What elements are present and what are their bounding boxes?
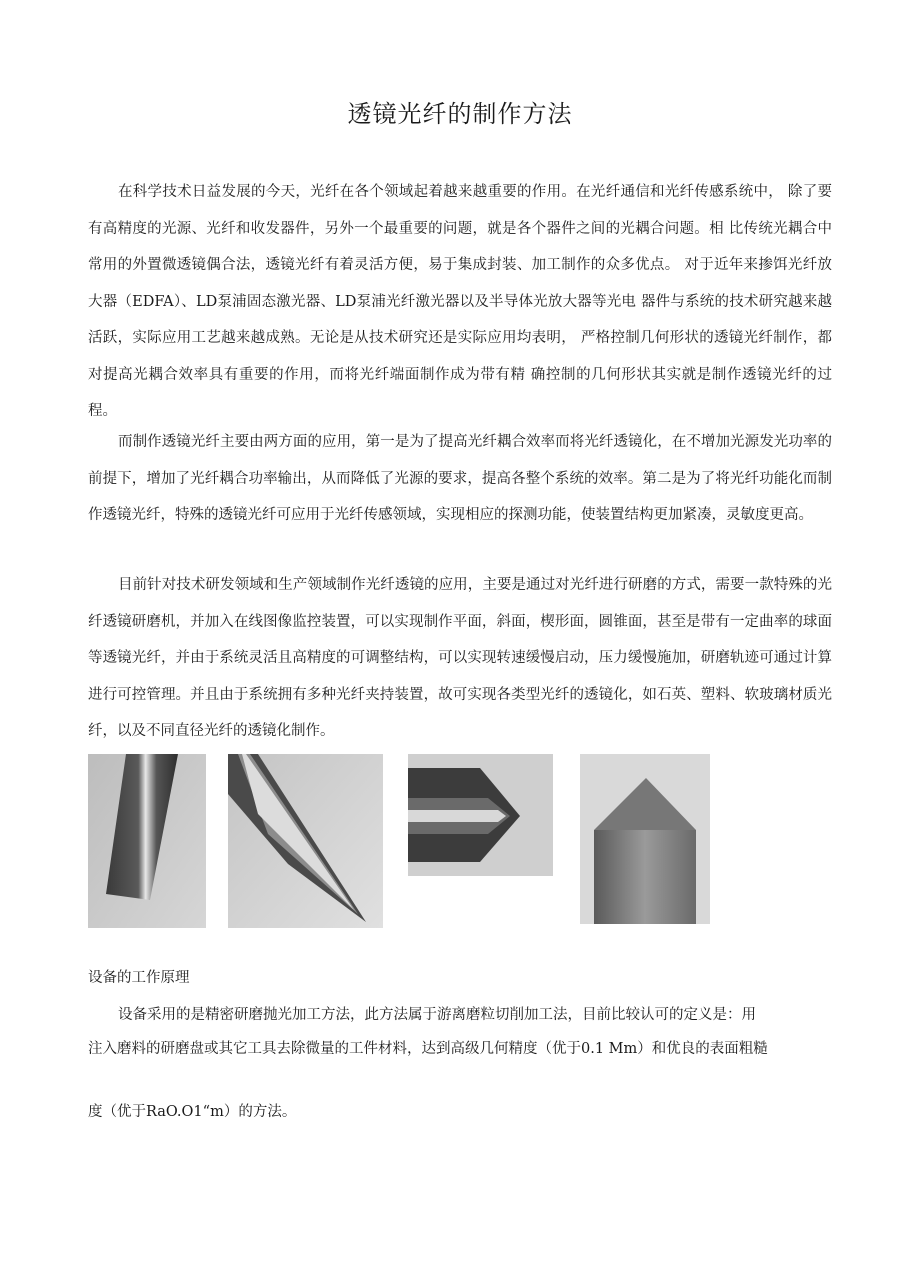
principle-line-2: 注入磨料的研磨盘或其它工具去除微量的工件材料，达到高级几何精度（优于0.1 Mm）和优良的表面粗糙 xyxy=(88,1041,768,1057)
paragraph-intro: 在科学技术日益发展的今天，光纤在各个领域起着越来越重要的作用。在光纤通信和光纤传感系统中， 除了要有高精度的光源、光纤和收发器件，另外一个最重要的问题，就是各个器件之间的光耦合问题。相 比传统光耦合中常用的外置微透镜偶合法，透镜光纤有着灵活方便，易于集成封装、加工制作的众多优点。 对于近年来掺饵光纤放大器（EDFA）、LD泵浦固态激光器、LD泵浦光纤激光器以及半导体光放大器等光电 器件与系统的技术研究越来越活跃，实际应用工艺越来越成熟。无论是从技术研究还是实际应用均表明， 严格控制几何形状的透镜光纤制作，都对提高光耦合效率具有重要的作用，而将光纤端面制作成为带有精 确控制的几何形状其实就是制作透镜光纤的过程。 xyxy=(88,184,832,419)
wedge-fiber-photo xyxy=(228,754,383,928)
document-title: 透镜光纤的制作方法 xyxy=(347,100,573,128)
conical-fiber-photo xyxy=(580,754,710,924)
principle-line-1 xyxy=(88,998,832,1032)
fiber-photo-row xyxy=(0,752,920,932)
principle-line-3: 度（优于RaO.O1“m）的方法。 xyxy=(88,1104,297,1120)
paragraph-applications: 而制作透镜光纤主要由两方面的应用，第一是为了提高光纤耦合效率而将光纤透镜化，在不增加光源发光功率的前提下，增加了光纤耦合功率输出，从而降低了光源的要求，提高各整个系统的效率。第二是为了将光纤功能化而制作透镜光纤，特殊的透镜光纤可应用于光纤传感领域，实现相应的探测功能，使装置结构更加紧凑，灵敏度更高。 xyxy=(88,434,832,523)
tapered-fiber-photo xyxy=(408,754,553,876)
paragraph-grinding: 目前针对技术研发领域和生产领域制作光纤透镜的应用，主要是通过对光纤进行研磨的方式，需要一款特殊的光纤透镜研磨机，并加入在线图像监控装置，可以实现制作平面，斜面，楔形面，圆锥面，甚至是带有一定曲率的球面等透镜光纤，并由于系统灵活且高精度的可调整结构，可以实现转速缓慢启动，压力缓慢施加，研磨轨迹可通过计算进行可控管理。并且由于系统拥有多种光纤夹持装置，故可实现各类型光纤的透镜化，如石英、塑料、软玻璃材质光纤，以及不同直径光纤的透镜化制作。 xyxy=(88,577,832,739)
section-heading: 设备的工作原理 xyxy=(88,970,190,986)
principle-text-1: 设备采用的是精密研磨抛光加工方法，此方法属于游离磨粒切削加工法，目前比较认可的定义是：用 xyxy=(118,1007,756,1023)
flat-fiber-photo xyxy=(88,754,206,928)
